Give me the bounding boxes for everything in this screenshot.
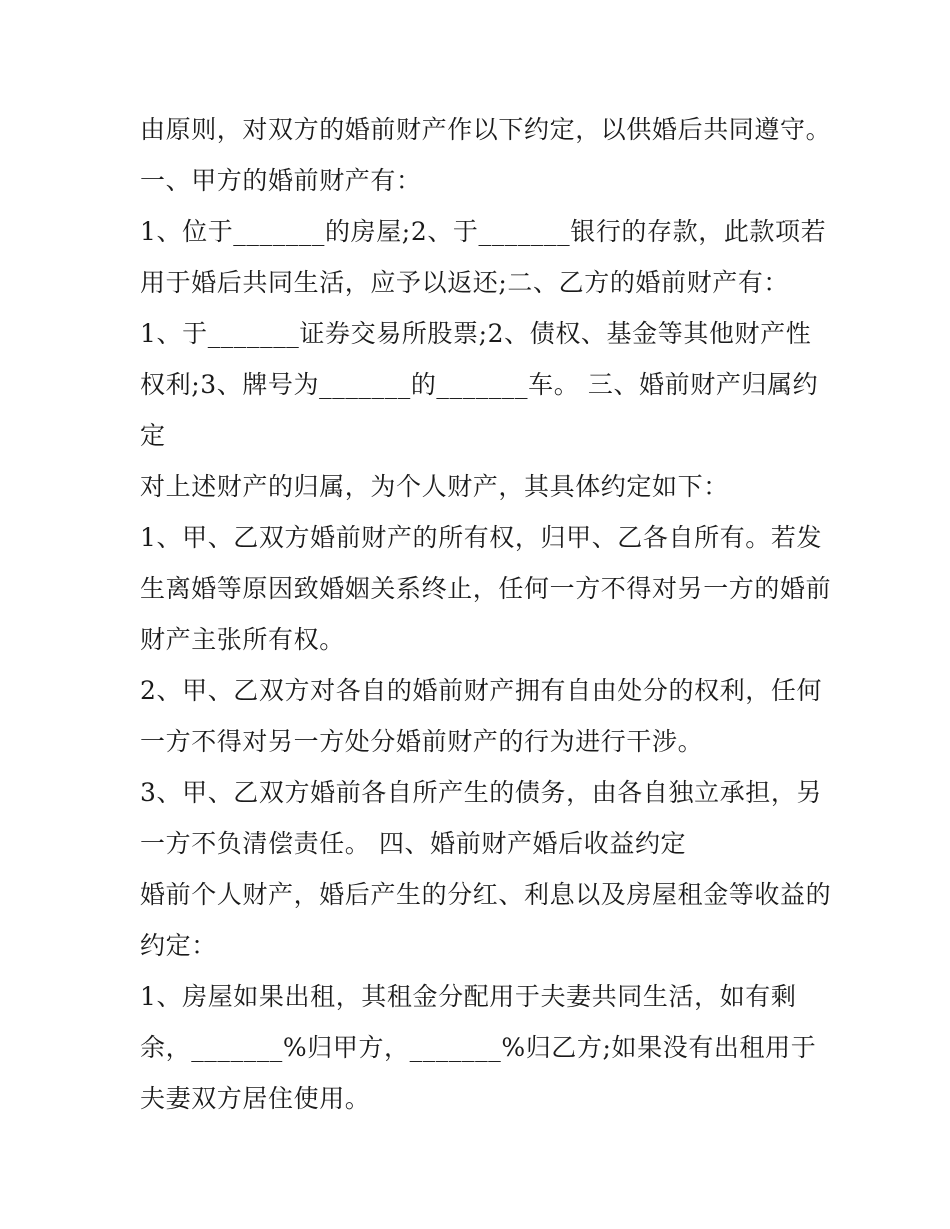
text-line-7: 定 (140, 421, 166, 450)
text-line-8: 对上述财产的归属，为个人财产，其具体约定如下： (140, 472, 729, 501)
text-line-16: 婚前个人财产，婚后产生的分红、利息以及房屋租金等收益的 (140, 880, 832, 909)
text-line-11: 财产主张所有权。 (140, 625, 345, 654)
text-line-10: 生离婚等原因致婚姻关系终止，任何一方不得对另一方的婚前 (140, 574, 832, 603)
text-line-17: 约定： (140, 931, 217, 960)
text-line-18: 1、房屋如果出租，其租金分配用于夫妻共同生活，如有剩 (140, 982, 797, 1011)
text-line-12: 2、甲、乙双方对各自的婚前财产拥有自由处分的权利，任何 (140, 676, 823, 705)
document-body (140, 104, 830, 1124)
text-line-5: 1、于_______证券交易所股票;2、债权、基金等其他财产性 (140, 319, 812, 348)
text-line-4: 用于婚后共同生活，应予以返还;二、乙方的婚前财产有： (140, 268, 790, 297)
section-heading-1: 一、甲方的婚前财产有： (140, 166, 422, 195)
text-line-15: 一方不负清偿责任。 四、婚前财产婚后收益约定 (140, 829, 687, 858)
text-line-9: 1、甲、乙双方婚前财产的所有权，归甲、乙各自所有。若发 (140, 523, 823, 552)
text-line-19: 余，_______%归甲方，_______%归乙方;如果没有出租用于 (140, 1033, 817, 1062)
text-line-14: 3、甲、乙双方婚前各自所产生的债务，由各自独立承担，另 (140, 778, 823, 807)
text-line-6: 权利;3、牌号为_______的_______车。 三、婚前财产归属约 (140, 370, 819, 399)
text-line-20: 夫妻双方居住使用。 (140, 1084, 371, 1113)
text-line-3: 1、位于_______的房屋;2、于_______银行的存款，此款项若 (140, 217, 827, 246)
text-line-1: 由原则，对双方的婚前财产作以下约定，以供婚后共同遵守。 (140, 115, 832, 144)
text-line-13: 一方不得对另一方处分婚前财产的行为进行干涉。 (140, 727, 704, 756)
